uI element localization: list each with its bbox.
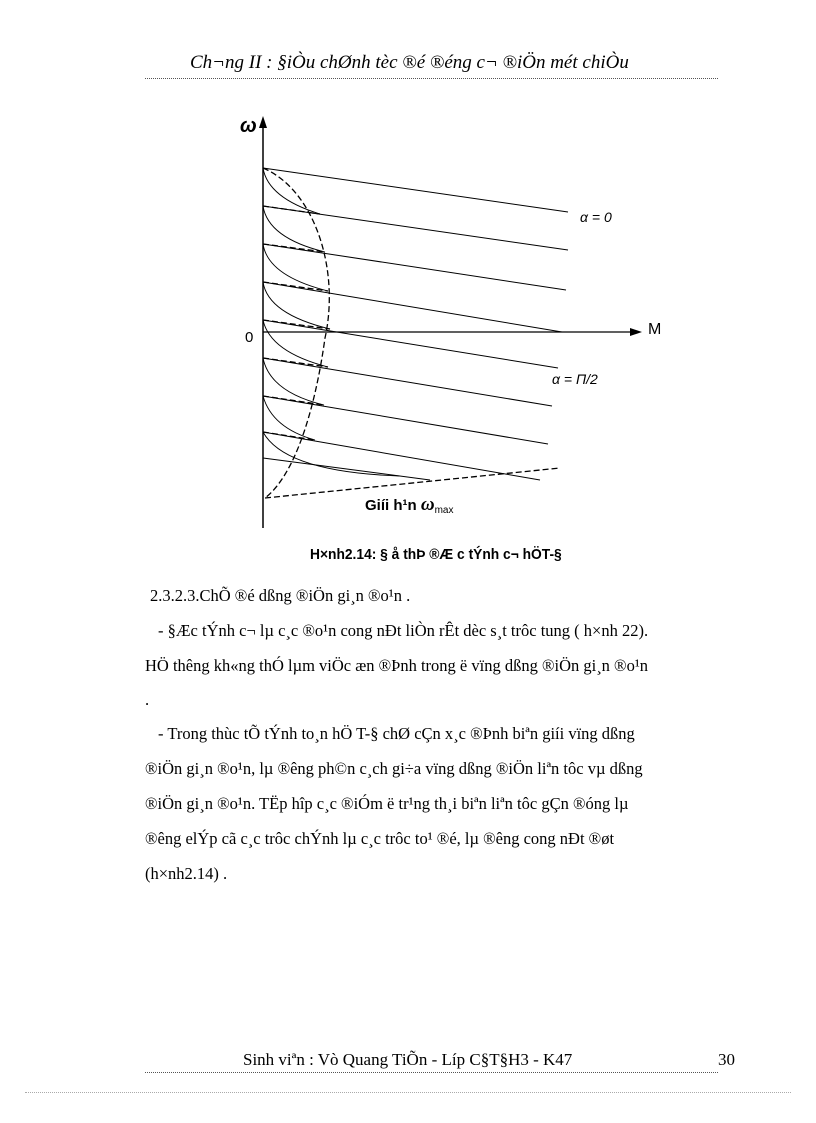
char-line bbox=[263, 432, 540, 480]
page-footer bbox=[145, 1048, 718, 1073]
limit-omega: ω bbox=[420, 494, 435, 515]
figure-caption: H×nh2.14: § å thÞ ®Æ c tÝnh c¬ hÖT-§ bbox=[310, 546, 562, 563]
paragraph-2-line-4: ®êng elÝp cã c¸c trôc chÝnh lµ c¸c trôc to¹ ®é, lµ ®êng cong nÐt ®øt bbox=[145, 829, 615, 848]
characteristic-diagram bbox=[230, 110, 670, 530]
footer-author: Sinh viªn : Vò Quang TiÕn - Líp C§T§H3 - K47 bbox=[243, 1050, 573, 1069]
omega-axis-label: ω bbox=[240, 115, 257, 137]
paragraph-2-line-5: (h×nh2.14) . bbox=[145, 864, 228, 883]
char-line bbox=[263, 358, 552, 406]
section-heading: 2.3.2.3.ChÕ ®é dßng ®iÖn gi¸n ®o¹n . bbox=[150, 586, 411, 605]
alpha-zero-label: α = 0 bbox=[580, 209, 612, 225]
boundary-ellipse bbox=[263, 168, 329, 498]
char-line bbox=[263, 244, 566, 290]
header-title: Ch¬ng II : §iÒu chØnh tèc ®é ®éng c¬ ®iÖn mét chiÒu bbox=[190, 52, 629, 73]
paragraph-1-line-1: - §Æc tÝnh c¬ lµ c¸c ®o¹n cong nÐt liÒn rÊt dèc s¸t trôc tung ( h×nh 22). bbox=[158, 621, 649, 640]
char-line bbox=[263, 168, 568, 212]
char-line bbox=[263, 282, 562, 332]
characteristic-figure bbox=[230, 110, 670, 530]
discontinuous-curves bbox=[263, 168, 400, 476]
bottom-divider bbox=[25, 1092, 791, 1093]
omega-axis-arrow bbox=[259, 116, 267, 128]
paragraph-2-line-1: - Trong thùc tÕ tÝnh to¸n hÖ T-§ chØ cÇn x¸c ®Þnh biªn giíi vïng dßng bbox=[158, 724, 635, 743]
limit-prefix: Giíi h¹n bbox=[365, 497, 421, 514]
paragraph-1-line-2: HÖ thêng kh«ng thÓ lµm viÖc æn ®Þnh trong ë vïng dßng ®iÖn gi¸n ®o¹n bbox=[145, 656, 649, 675]
origin-label: 0 bbox=[245, 329, 254, 346]
paragraph-2-line-3: ®iÖn gi¸n ®o¹n. TËp hîp c¸c ®iÓm ë tr¹ng th¸i biªn liªn tôc gÇn ®óng lµ bbox=[145, 794, 629, 813]
m-axis-arrow bbox=[630, 328, 642, 336]
m-axis-label: M bbox=[648, 321, 662, 338]
limit-label bbox=[365, 494, 453, 516]
page-header bbox=[145, 52, 718, 79]
dashed-segments bbox=[263, 206, 560, 498]
char-line bbox=[263, 458, 430, 480]
paragraph-1-line-3: . bbox=[145, 690, 150, 709]
limit-max-sub: max bbox=[434, 505, 454, 516]
paragraph-2-line-2: ®iÖn gi¸n ®o¹n, lµ ®êng ph©n c¸ch gi÷a vïng dßng ®iÖn liªn tôc vµ dßng bbox=[145, 759, 643, 778]
alpha-half-pi-label: α = Π/2 bbox=[552, 371, 598, 387]
page-number: 30 bbox=[718, 1050, 735, 1069]
